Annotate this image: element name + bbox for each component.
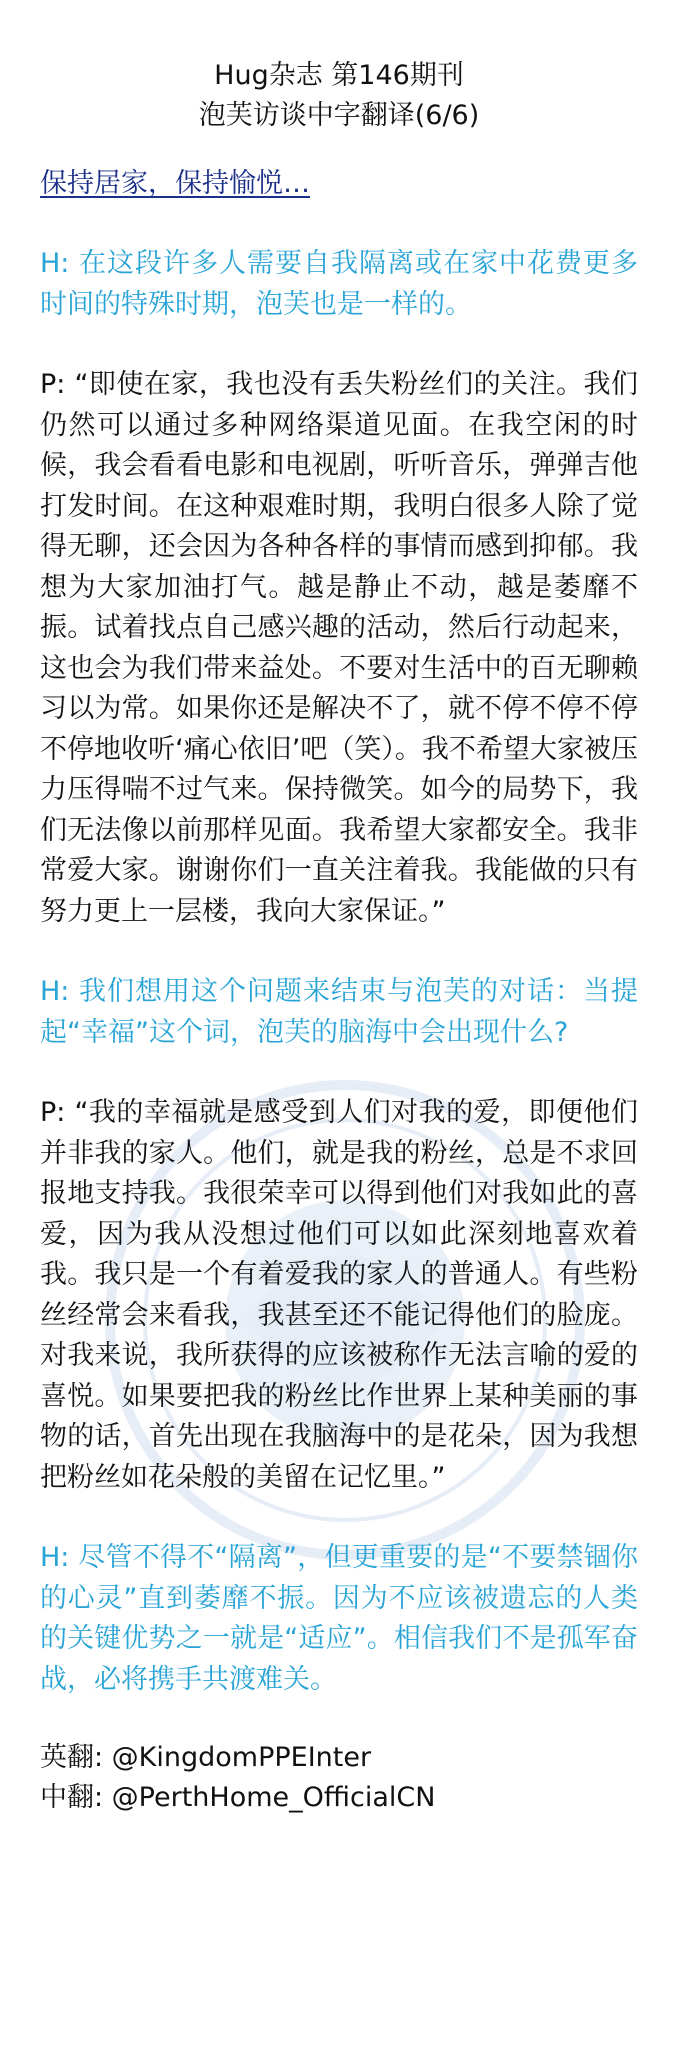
host-paragraph-2: H: 我们想用这个问题来结束与泡芙的对话：当提起“幸福”这个词，泡芙的脑海中会出现什么? xyxy=(40,976,638,1048)
host-paragraph-1: H: 在这段许多人需要自我隔离或在家中花费更多时间的特殊时期，泡芙也是一样的。 xyxy=(40,248,638,320)
translation-title: 泡芙访谈中字翻译(6/6) xyxy=(198,100,480,131)
english-translator-credit: 英翻: @KingdomPPEInter xyxy=(40,1742,372,1773)
magazine-issue-title: Hug杂志 第146期刊 xyxy=(214,60,464,91)
perth-paragraph-2: P: “我的幸福就是感受到人们对我的爱，即便他们并非我的家人。他们，就是我的粉丝，总是不求回报地支持我。我很荣幸可以得到他们对我如此的喜爱，因为我从没想过他们可以如此深刻地喜欢着我。我只是一个有着爱我的家人的普通人。有些粉丝经常会来看我，我甚至还不能记得他们的脸庞。对我来说，我所获得的应该被称作无法言喻的爱的喜悦。如果要把我的粉丝比作世界上某种美丽的事物的话，首先出现在我脑海中的是花朵，因为我想把粉丝如花朵般的美留在记忆里。” xyxy=(40,1097,638,1493)
translator-credits xyxy=(40,1738,638,1818)
document-header xyxy=(40,56,638,136)
host-paragraph-3: H: 尽管不得不“隔离”，但更重要的是“不要禁锢你的心灵”直到萎靡不振。因为不应该被遗忘的人类的关键优势之一就是“适应”。相信我们不是孤军奋战，必将携手共渡难关。 xyxy=(40,1542,638,1695)
section-title: 保持居家，保持愉悦… xyxy=(40,168,310,199)
perth-paragraph-1: P: “即使在家，我也没有丢失粉丝们的关注。我们仍然可以通过多种网络渠道见面。在我空闲的时候，我会看看电影和电视剧，听听音乐，弹弹吉他打发时间。在这种艰难时期，我明白很多人除了觉得无聊，还会因为各种各样的事情而感到抑郁。我想为大家加油打气。越是静止不动，越是萎靡不振。试着找点自己感兴趣的活动，然后行动起来，这也会为我们带来益处。不要对生活中的百无聊赖习以为常。如果你还是解决不了，就不停不停不停不停地收听‘痛心依旧’吧（笑）。我不希望大家被压力压得喘不过气来。保持微笑。如今的局势下，我们无法像以前那样见面。我希望大家都安全。我非常爱大家。谢谢你们一直关注着我。我能做的只有努力更上一层楼，我向大家保证。” xyxy=(40,369,638,927)
chinese-translator-credit: 中翻: @PerthHome_OfficialCN xyxy=(40,1782,436,1813)
